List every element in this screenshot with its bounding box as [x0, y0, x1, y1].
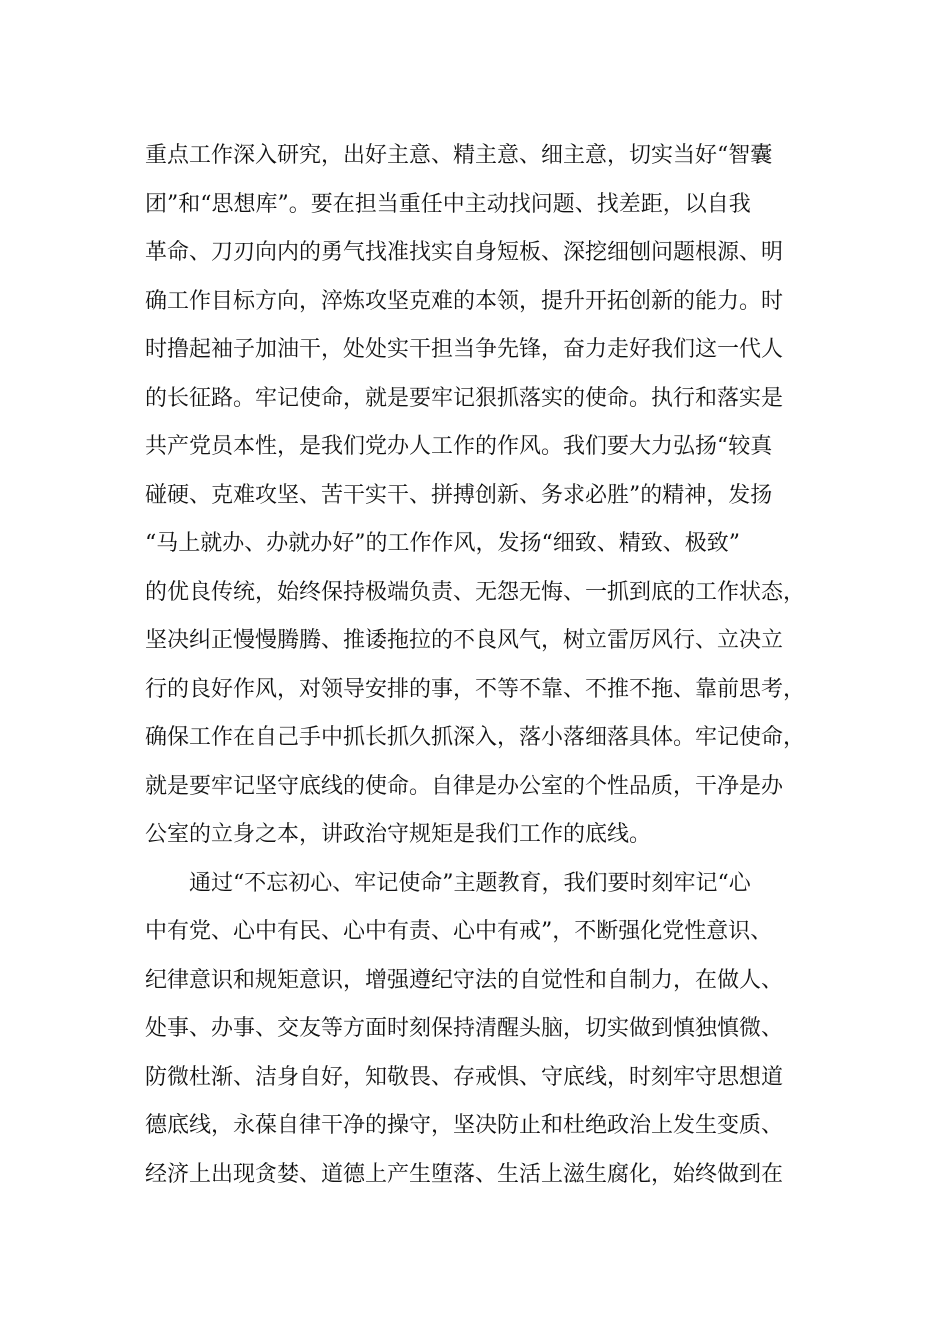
text-line: 共产党员本性，是我们党办人工作的作风。我们要大力弘扬“较真 — [145, 434, 773, 459]
text-line: 时撸起袖子加油干，处处实干担当争先锋，奋力走好我们这一代人 — [145, 337, 784, 362]
text-line: 行的良好作风，对领导安排的事，不等不靠、不推不拖、靠前思考， — [145, 676, 806, 702]
text-line: 公室的立身之本，讲政治守规矩是我们工作的底线。 — [145, 822, 652, 847]
text-line: 确保工作在自己手中抓长抓久抓深入，落小落细落具体。牢记使命， — [145, 725, 806, 750]
document-body — [145, 132, 805, 1199]
text-line: 纪律意识和规矩意识，增强遵纪守法的自觉性和自制力，在做人、 — [145, 967, 784, 993]
paragraph-2 — [145, 860, 805, 1200]
text-line: 碰硬、克难攻坚、苦干实干、拼搏创新、务求必胜”的精神，发扬 — [145, 482, 773, 508]
paragraph-1 — [145, 132, 805, 860]
text-line: 坚决纠正慢慢腾腾、推诿拖拉的不良风气，树立雷厉风行、立决立 — [145, 628, 784, 653]
text-line: 就是要牢记坚守底线的使命。自律是办公室的个性品质，干净是办 — [145, 773, 784, 799]
text-line: 确工作目标方向，淬炼攻坚克难的本领，提升开拓创新的能力。时 — [145, 288, 784, 314]
text-line: 中有党、心中有民、心中有责、心中有戒”，不断强化党性意识、 — [145, 919, 773, 944]
text-line: 处事、办事、交友等方面时刻保持清醒头脑，切实做到慎独慎微、 — [145, 1016, 784, 1041]
text-line: 革命、刀刃向内的勇气找准找实自身短板、深挖细刨问题根源、明 — [145, 240, 784, 265]
text-line: 防微杜渐、洁身自好，知敬畏、存戒惧、守底线，时刻牢守思想道 — [145, 1064, 784, 1090]
text-line: “马上就办、办就办好”的工作作风，发扬“细致、精致、极致” — [145, 531, 740, 556]
text-line: 团”和“思想库”。要在担当重任中主动找问题、找差距，以自我 — [145, 191, 751, 217]
text-line: 的长征路。牢记使命，就是要牢记狠抓落实的使命。执行和落实是 — [145, 385, 784, 411]
text-line: 通过“不忘初心、牢记使命”主题教育，我们要时刻牢记“心 — [189, 870, 751, 896]
text-line: 重点工作深入研究，出好主意、精主意、细主意，切实当好“智囊 — [145, 143, 773, 168]
text-line: 德底线，永葆自律干净的操守，坚决防止和杜绝政治上发生变质、 — [145, 1113, 784, 1138]
text-line: 的优良传统，始终保持极端负责、无怨无悔、一抓到底的工作状态， — [145, 579, 806, 605]
text-line: 经济上出现贪婪、道德上产生堕落、生活上滋生腐化，始终做到在 — [145, 1161, 784, 1187]
